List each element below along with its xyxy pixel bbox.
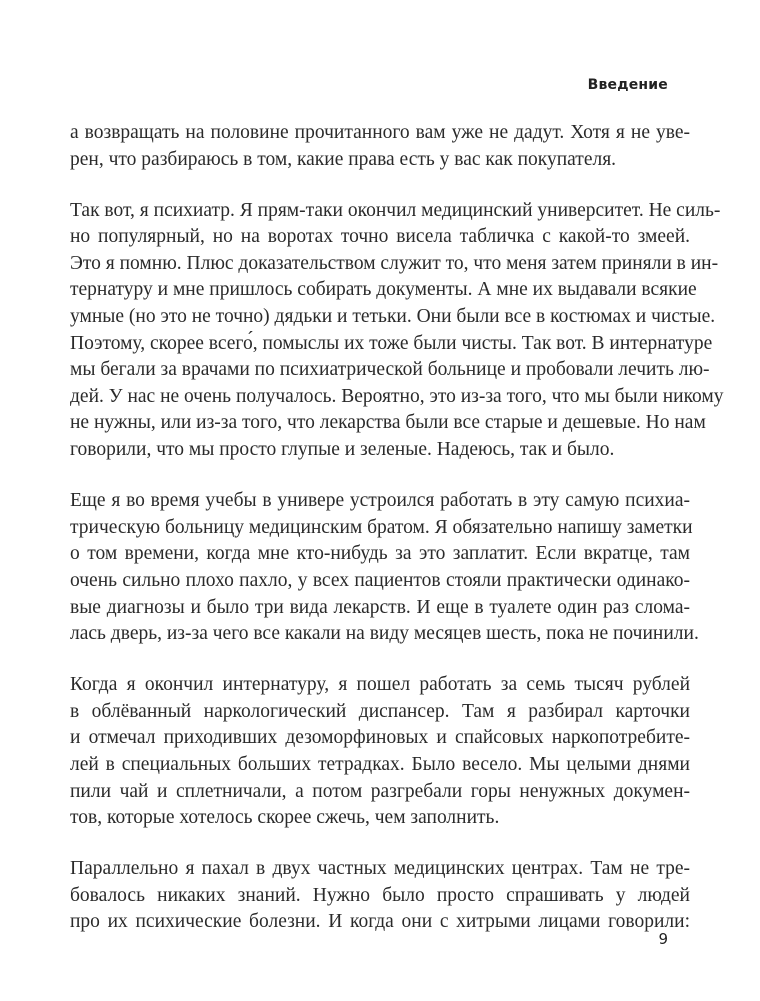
text-line: лась дверь, из-за чего все какали на виду месяцев шесть, пока не починили. <box>70 623 699 645</box>
text-line: Когда я окончил интернатуру, я пошел работать за семь тысяч рублей <box>70 674 690 696</box>
text-line: бовалось никаких знаний. Нужно было просто спрашивать у людей <box>70 884 690 906</box>
paragraph <box>70 120 690 173</box>
text-line: рен, что разбираюсь в том, какие права есть у вас как покупателя. <box>70 148 617 170</box>
text-line: Это я помню. Плюс доказательством служит то, что меня затем приняли в ин- <box>70 252 719 274</box>
paragraph <box>70 856 690 936</box>
text-line: Поэтому, скорее всего́, помыслы их тоже были чисты. Так вот. В интернатуре <box>70 332 713 354</box>
paragraph <box>70 672 690 832</box>
text-line: Так вот, я психиатр. Я прям-таки окончил медицинский университет. Не силь- <box>70 199 721 221</box>
text-line: тернатуру и мне пришлось собирать документы. А мне их выдавали всякие <box>70 279 697 301</box>
text-line: очень сильно плохо пахло, у всех пациентов стояли практически одинако- <box>70 569 690 591</box>
text-line: Еще я во время учебы в универе устроился работать в эту самую психиа- <box>70 490 690 512</box>
paragraph <box>70 198 724 464</box>
text-line: трическую больницу медицинским братом. Я обязательно напишу заметки <box>70 516 693 538</box>
page-number: 9 <box>658 930 668 948</box>
text-line: и отмечал приходивших дезоморфиновых и спайсовых наркопотребите- <box>70 727 690 749</box>
paragraph <box>70 488 699 648</box>
text-line: пили чай и сплетничали, а потом разгребали горы ненужных докумен- <box>70 780 690 802</box>
text-line: в облёванный наркологический диспансер. Там я разбирал карточки <box>70 700 690 722</box>
body-text <box>70 120 724 961</box>
text-line: тов, которые хотелось скорее сжечь, чем заполнить. <box>70 807 500 829</box>
text-line: Параллельно я пахал в двух частных медицинских центрах. Там не тре- <box>70 858 690 880</box>
text-line: лей в специальных больших тетрадках. Было весело. Мы целыми днями <box>70 753 690 775</box>
text-line: говорили, что мы просто глупые и зеленые. Надеюсь, так и было. <box>70 439 615 461</box>
text-line: мы бегали за врачами по психиатрической больнице и пробовали лечить лю- <box>70 359 710 381</box>
text-line: вые диагнозы и было три вида лекарств. И еще в туалете один раз слома- <box>70 596 690 618</box>
text-line: а возвращать на половине прочитанного вам уже не дадут. Хотя я не уве- <box>70 122 690 143</box>
text-line: дей. У нас не очень получалось. Вероятно, это из-за того, что мы были никому <box>70 385 724 407</box>
text-line: но популярный, но на воротах точно висела табличка с какой-то змеей. <box>70 226 690 248</box>
text-line: про их психические болезни. И когда они с хитрыми лицами говорили: <box>70 911 690 933</box>
text-line: не нужны, или из-за того, что лекарства были все старые и дешевые. Но нам <box>70 412 706 434</box>
text-line: о том времени, когда мне кто-нибудь за это заплатит. Если вкратце, там <box>70 543 690 565</box>
running-header: Введение <box>587 77 668 93</box>
text-line: умные (но это не точно) дядьки и тетьки. Они были все в костюмах и чистые. <box>70 306 716 328</box>
